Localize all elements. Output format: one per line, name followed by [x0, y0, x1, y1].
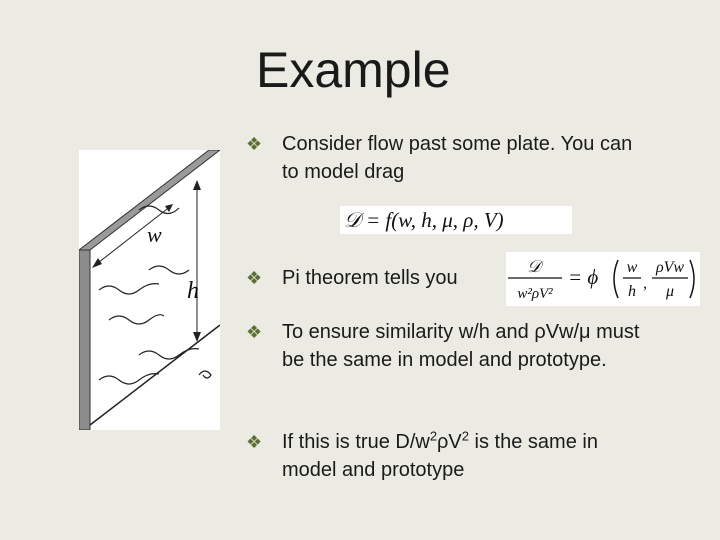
bullet-text: If this is true $D/w^2\rho V^2$ is the same in model and prototype — [282, 428, 598, 481]
plate-figure — [79, 150, 220, 430]
slide-title: Example — [256, 42, 451, 98]
width-label: w — [147, 222, 162, 247]
drag-numerator: 𝒟 — [527, 257, 541, 276]
bullet-pi-theorem — [246, 264, 506, 292]
reynolds-numerator: ρVw — [655, 259, 685, 276]
bullet-similarity — [246, 318, 646, 374]
diamond-bullet-icon: ❖ — [246, 322, 263, 342]
ratio-h: h — [628, 283, 636, 300]
bullet-consider-flow — [246, 130, 646, 186]
height-label: h — [187, 278, 199, 304]
pi-theorem-equation — [506, 252, 700, 306]
bullet-text: To ensure similarity w/h and ρVw/μ must be the same in model and prototype. — [282, 321, 640, 371]
diamond-bullet-icon: ❖ — [246, 432, 263, 452]
ratio-w: w — [626, 259, 638, 276]
diamond-bullet-icon: ❖ — [246, 134, 263, 154]
svg-text:,: , — [643, 275, 647, 292]
equals-phi: = ϕ — [568, 265, 599, 289]
drag-function-equation: 𝒟 = f(w, h, μ, ρ, V) — [340, 206, 572, 234]
bullet-text: Consider flow past some plate. You can to model drag — [282, 133, 633, 183]
plate-illustration — [79, 150, 220, 430]
drag-denominator: w²ρV² — [517, 286, 553, 302]
bullet-drag-coefficient — [246, 428, 656, 484]
bullet-text: Pi theorem tells you — [282, 267, 458, 289]
diamond-bullet-icon: ❖ — [246, 268, 263, 288]
reynolds-denominator: μ — [665, 283, 675, 300]
